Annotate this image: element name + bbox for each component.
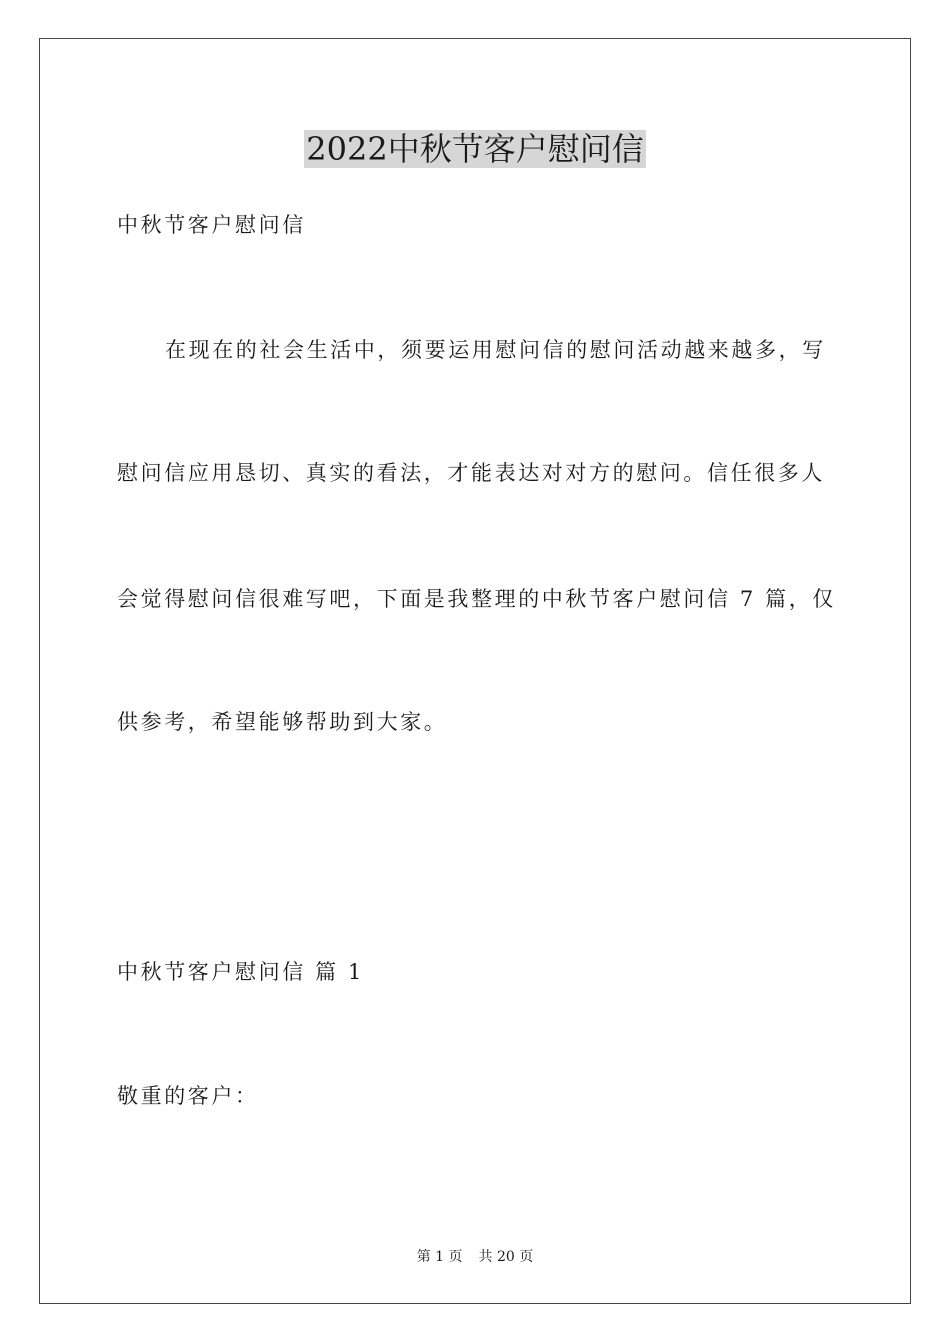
intro-line-1: 在现在的社会生活中，须要运用慰问信的慰问活动越来越多，写: [165, 338, 826, 362]
page-number: 第 1 页: [416, 1249, 463, 1265]
document-title-text: 2022中秋节客户慰问信: [306, 130, 644, 168]
document-subtitle: 中秋节客户慰问信: [117, 213, 306, 237]
intro-line-2: 慰问信应用恳切、真实的看法，才能表达对对方的慰问。信任很多人: [117, 461, 825, 485]
intro-line-3: 会觉得慰问信很难写吧，下面是我整理的中秋节客户慰问信 7 篇，仅: [117, 587, 836, 611]
section-heading: 中秋节客户慰问信 篇 1: [117, 960, 364, 984]
intro-line-4: 供参考，希望能够帮助到大家。: [117, 710, 448, 734]
page-footer: [0, 1247, 950, 1267]
document-title: [0, 128, 950, 170]
page-total: 共 20 页: [478, 1249, 534, 1265]
greeting-line: 敬重的客户：: [117, 1084, 259, 1108]
